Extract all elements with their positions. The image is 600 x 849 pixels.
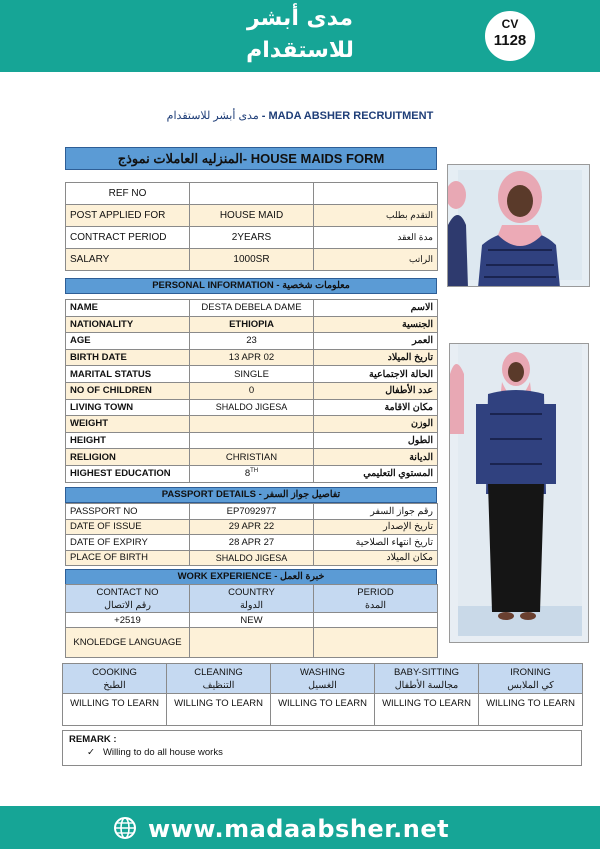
personal-value: 0: [190, 382, 314, 399]
personal-label-en: LIVING TOWN: [66, 399, 190, 416]
brand-name-ar-line2: للاستقدام: [246, 38, 354, 63]
skill-header-ar: التنظيف: [202, 679, 235, 691]
personal-info-table: [65, 299, 438, 483]
personal-label-en: AGE: [66, 333, 190, 350]
skill-header-en: COOKING: [92, 666, 137, 678]
work-header: [190, 585, 314, 613]
ref-label-ar: مدة العقد: [314, 227, 438, 249]
table-row: [63, 694, 583, 726]
company-name-ar: مدى أبشر للاستقدام: [166, 110, 259, 122]
personal-label-ar: العمر: [314, 333, 438, 350]
passport-label-ar: تاريخ انتهاء الصلاحية: [314, 535, 438, 551]
table-row: [66, 449, 438, 466]
passport-value: 28 APR 27: [190, 535, 314, 551]
company-dash: -: [261, 110, 266, 122]
work-header-ar: المدة: [365, 599, 386, 611]
work-header-en: CONTACT NO: [96, 586, 159, 598]
passport-label-en: DATE OF ISSUE: [66, 519, 190, 535]
personal-value: [190, 416, 314, 433]
personal-value: ETHIOPIA: [190, 316, 314, 333]
skill-header: [63, 664, 167, 694]
personal-value: SHALDO JIGESA: [190, 399, 314, 416]
work-header: [66, 585, 190, 613]
passport-label-ar: مكان الميلاد: [314, 550, 438, 566]
education-sup: TH: [250, 468, 259, 475]
skill-header: [479, 664, 583, 694]
personal-label-en: BIRTH DATE: [66, 349, 190, 366]
table-row: [66, 519, 438, 535]
table-row: [66, 550, 438, 566]
headshot-photo: [447, 164, 590, 287]
personal-label-ar: تاريخ الميلاد: [314, 349, 438, 366]
personal-label-ar: الديانة: [314, 449, 438, 466]
personal-label-en: WEIGHT: [66, 416, 190, 433]
table-row: [66, 349, 438, 366]
full-body-photo: [449, 343, 589, 643]
personal-label-ar: الاسم: [314, 300, 438, 317]
personal-label-en: NAME: [66, 300, 190, 317]
passport-label-en: PLACE OF BIRTH: [66, 550, 190, 566]
table-row: [66, 382, 438, 399]
skill-value: WILLING TO LEARN: [375, 694, 479, 726]
personal-label-ar: الوزن: [314, 416, 438, 433]
full-body-illustration: [450, 344, 589, 643]
header-bar: [0, 0, 600, 72]
skills-table: [62, 663, 583, 726]
table-row: [66, 432, 438, 449]
website-link[interactable]: www.madaabsher.net: [148, 815, 450, 843]
work-country: NEW: [190, 613, 314, 628]
cv-label: CV: [501, 17, 519, 31]
ref-label-en: POST APPLIED FOR: [66, 205, 190, 227]
skill-header: [167, 664, 271, 694]
personal-label-en: NO OF CHILDREN: [66, 382, 190, 399]
table-row: [66, 613, 438, 628]
skill-value: WILLING TO LEARN: [167, 694, 271, 726]
personal-label-ar: الطول: [314, 432, 438, 449]
skill-header-en: IRONING: [510, 666, 551, 678]
ref-label-en: CONTRACT PERIOD: [66, 227, 190, 249]
personal-label-ar: عدد الأطفال: [314, 382, 438, 399]
skill-value: WILLING TO LEARN: [271, 694, 375, 726]
ref-no-value: [190, 183, 314, 205]
personal-value: 23: [190, 333, 314, 350]
skill-header-ar: كي الملابس: [507, 679, 554, 691]
personal-label-en: HEIGHT: [66, 432, 190, 449]
table-row: [66, 366, 438, 383]
skill-header-ar: مجالسة الأطفال: [394, 679, 459, 691]
work-experience-title: WORK EXPERIENCE - خبرة العمل: [65, 569, 437, 585]
remark-item: [69, 747, 575, 758]
skill-value: WILLING TO LEARN: [63, 694, 167, 726]
remark-label: REMARK :: [69, 734, 117, 745]
cv-number: 1128: [493, 32, 527, 49]
table-row: [66, 465, 438, 482]
skill-header-ar: الطبخ: [103, 679, 126, 691]
knoledge-language-value: [190, 628, 314, 658]
table-row: [66, 205, 438, 227]
work-contact: +2519: [66, 613, 190, 628]
personal-label-ar: الحالة الاجتماعية: [314, 366, 438, 383]
table-row: [66, 504, 438, 520]
work-header-en: PERIOD: [357, 586, 394, 598]
remark-box: [62, 730, 582, 766]
passport-value: EP7092977: [190, 504, 314, 520]
work-header-en: COUNTRY: [228, 586, 275, 598]
personal-value: SINGLE: [190, 366, 314, 383]
skill-header: [375, 664, 479, 694]
education-value: 8: [244, 468, 251, 480]
work-header: [314, 585, 438, 613]
personal-label-ar: مكان الاقامة: [314, 399, 438, 416]
skill-header: [271, 664, 375, 694]
work-experience-table: [65, 584, 438, 658]
skill-header-en: WASHING: [299, 666, 346, 678]
ref-value: 2YEARS: [190, 227, 314, 249]
work-header-ar: الدولة: [239, 599, 264, 611]
personal-info-title: PERSONAL INFORMATION - معلومات شخصية: [65, 278, 437, 294]
personal-label-en: RELIGION: [66, 449, 190, 466]
table-row: [66, 183, 438, 205]
company-name: [120, 109, 480, 122]
personal-value: 13 APR 02: [190, 349, 314, 366]
passport-value: 29 APR 22: [190, 519, 314, 535]
table-row: [66, 333, 438, 350]
ref-table: [65, 182, 438, 271]
personal-value: DESTA DEBELA DAME: [190, 300, 314, 317]
passport-table: [65, 503, 438, 566]
passport-label-ar: تاريخ الإصدار: [314, 519, 438, 535]
personal-label-ar: المستوي التعليمي: [314, 465, 438, 482]
table-row: [66, 585, 438, 613]
table-row: [66, 399, 438, 416]
skill-header-en: BABY-SITTING: [393, 666, 460, 678]
work-period: [314, 613, 438, 628]
ref-label-ar: الراتب: [314, 249, 438, 271]
ref-no-label: REF NO: [66, 183, 190, 205]
globe-icon: [113, 816, 137, 840]
work-header-ar: رقم الاتصال: [104, 599, 151, 611]
ref-label-en: SALARY: [66, 249, 190, 271]
passport-label-en: PASSPORT NO: [66, 504, 190, 520]
ref-value: HOUSE MAID: [190, 205, 314, 227]
personal-value: CHRISTIAN: [190, 449, 314, 466]
passport-label-en: DATE OF EXPIRY: [66, 535, 190, 551]
personal-value: [190, 465, 314, 482]
cv-badge: [482, 8, 538, 64]
form-title: المنزليه العاملات نموذج- HOUSE MAIDS FORM: [65, 147, 437, 170]
headshot-illustration: [448, 165, 590, 287]
remark-text: Willing to do all house works: [102, 747, 223, 758]
table-row: [66, 300, 438, 317]
skill-value: WILLING TO LEARN: [479, 694, 583, 726]
passport-label-ar: رقم جواز السفر: [314, 504, 438, 520]
personal-label-en: MARITAL STATUS: [66, 366, 190, 383]
passport-value: SHALDO JIGESA: [190, 550, 314, 566]
table-row: [66, 535, 438, 551]
personal-label-en: NATIONALITY: [66, 316, 190, 333]
ref-no-ar: [314, 183, 438, 205]
personal-label-en: HIGHEST EDUCATION: [66, 465, 190, 482]
passport-title: PASSPORT DETAILS - تفاصيل جواز السفر: [65, 487, 437, 503]
table-row: [66, 249, 438, 271]
ref-label-ar: التقدم بطلب: [314, 205, 438, 227]
check-icon: ✓: [87, 747, 95, 758]
table-row: [66, 416, 438, 433]
table-row: [66, 628, 438, 658]
brand-name-ar-line1: مدى أبشر: [246, 6, 354, 31]
ref-value: 1000SR: [190, 249, 314, 271]
skill-header-ar: الغسيل: [308, 679, 337, 691]
knoledge-language-extra: [314, 628, 438, 658]
table-row: [63, 664, 583, 694]
skill-header-en: CLEANING: [194, 666, 243, 678]
table-row: [66, 316, 438, 333]
table-row: [66, 227, 438, 249]
knoledge-language-label: KNOLEDGE LANGUAGE: [66, 628, 190, 658]
personal-value: [190, 432, 314, 449]
footer-bar: [0, 806, 600, 849]
company-name-en: MADA ABSHER RECRUITMENT: [268, 110, 434, 122]
personal-label-ar: الجنسية: [314, 316, 438, 333]
